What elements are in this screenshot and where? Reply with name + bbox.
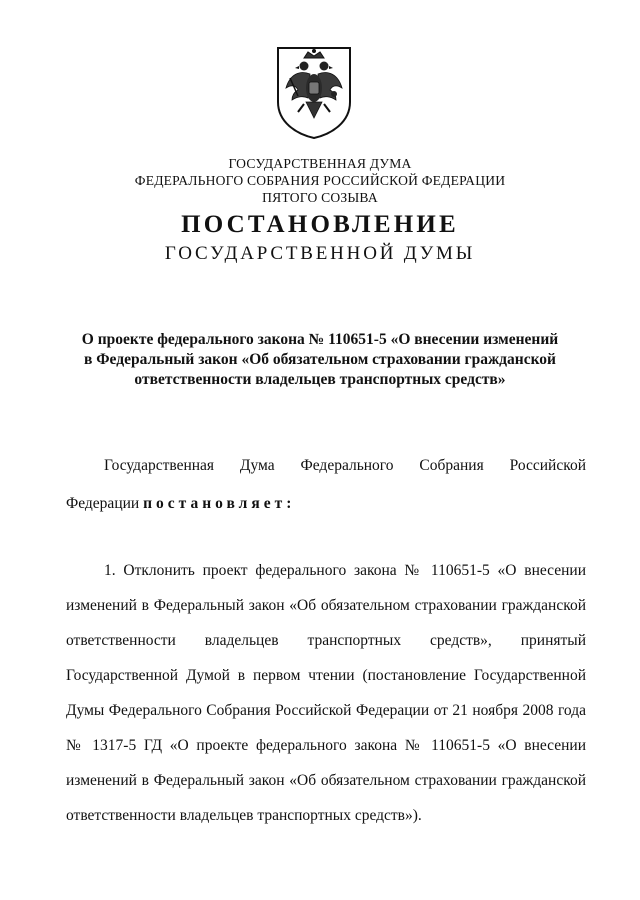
document-type-title: ПОСТАНОВЛЕНИЕ <box>181 211 459 238</box>
paragraph-1-line-5: Думы Федерального Собрания Российской Федерации от 21 ноября 2008 года <box>66 702 586 719</box>
preamble-prefix: Федерации <box>66 495 144 512</box>
issuer-line-1: ГОСУДАРСТВЕННАЯ ДУМА <box>228 156 412 171</box>
preamble-line-1: Государственная Дума Федерального Собрания Российской <box>104 457 586 474</box>
subject-line-2: в Федеральный закон «Об обязательном страховании гражданской <box>84 351 556 368</box>
issuer-header <box>0 155 640 206</box>
subject-line-3: ответственности владельцев транспортных средств» <box>134 371 506 388</box>
preamble-resolution-word: постановляет: <box>143 495 296 512</box>
document-subject <box>60 330 580 390</box>
paragraph-1-line-1: 1. Отклонить проект федерального закона № 110651-5 «О внесении <box>104 562 586 579</box>
subject-line-1: О проекте федерального закона № 110651-5 «О внесении изменений <box>81 331 559 348</box>
paragraph-1-line-6: № 1317-5 ГД «О проекте федерального закона № 110651-5 «О внесении <box>66 737 586 754</box>
paragraph-1-line-2: изменений в Федеральный закон «Об обязательном страховании гражданской <box>66 597 586 614</box>
issuer-line-3: ПЯТОГО СОЗЫВА <box>262 190 378 205</box>
paragraph-1-line-8: ответственности владельцев транспортных средств»). <box>66 807 422 824</box>
preamble-line-2 <box>66 494 586 514</box>
paragraph-1-line-7: изменений в Федеральный закон «Об обязательном страховании гражданской <box>66 772 586 789</box>
paragraph-1-line-3: ответственности владельцев транспортных средств», принятый <box>66 632 586 649</box>
document-type-subtitle: ГОСУДАРСТВЕННОЙ ДУМЫ <box>164 243 476 264</box>
issuer-line-2: ФЕДЕРАЛЬНОГО СОБРАНИЯ РОССИЙСКОЙ ФЕДЕРАЦИИ <box>134 173 506 188</box>
coat-of-arms-icon <box>274 44 354 140</box>
paragraph-1-line-4: Государственной Думой в первом чтении (постановление Государственной <box>66 667 586 684</box>
